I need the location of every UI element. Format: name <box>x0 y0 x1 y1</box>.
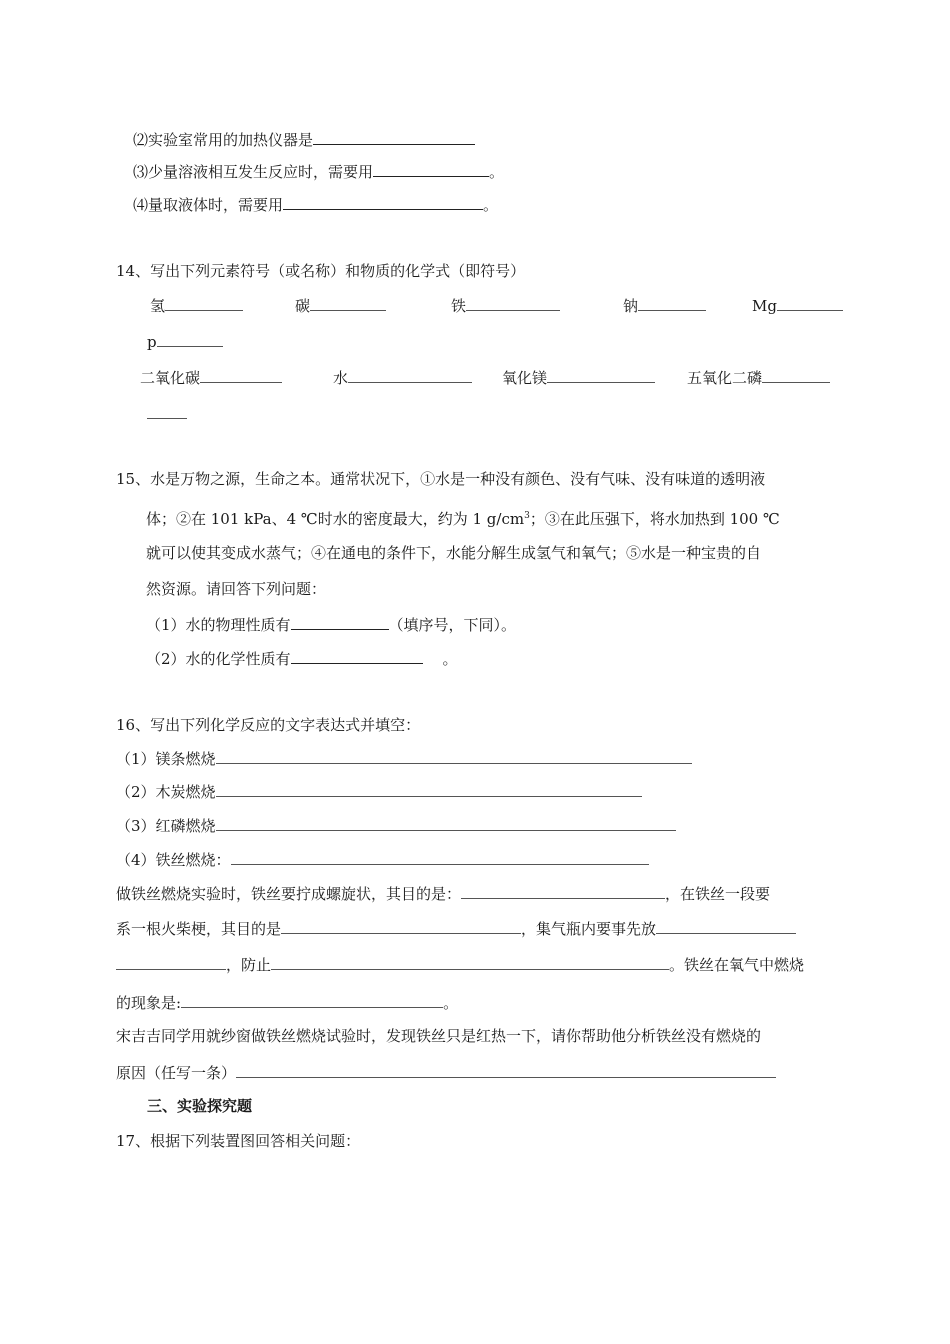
q15-line4: 然资源。请回答下列问题： <box>146 580 327 598</box>
q13-item4-blank[interactable] <box>283 193 483 210</box>
q16-p3: ，防止 。铁丝在氧气中燃烧 <box>116 953 804 975</box>
q13-item3: ⑶少量溶液相互发生反应时，需要用 。 <box>133 160 504 182</box>
q14-mg-blank[interactable] <box>777 294 843 311</box>
q16-p1: 做铁丝燃烧实验时，铁丝要拧成螺旋状，其目的是： ，在铁丝一段要 <box>116 882 770 904</box>
q14-fe-blank[interactable] <box>466 294 560 311</box>
q16-p4-blank[interactable] <box>181 991 443 1008</box>
q17-prompt: 17、根据下列装置图回答相关问题： <box>116 1132 361 1150</box>
q16-p6-blank[interactable] <box>236 1061 776 1078</box>
q16-p3-blank2[interactable] <box>271 953 669 970</box>
q16-item1-blank[interactable] <box>216 747 692 764</box>
q16-p2-blank1[interactable] <box>281 917 521 934</box>
q14-c: 碳 <box>295 294 386 316</box>
q16-p1-blank[interactable] <box>461 882 665 899</box>
q15-sub1: （1）水的物理性质有 （填序号，下同）。 <box>146 613 516 635</box>
q14-h-blank[interactable] <box>165 294 243 311</box>
q15-sub1-blank[interactable] <box>291 613 389 630</box>
q16-item2-blank[interactable] <box>216 780 642 797</box>
q14-fe: 铁 <box>451 294 560 316</box>
q16-item4: （4）铁丝燃烧： <box>116 848 649 870</box>
q14-p2o5-blank[interactable] <box>762 366 830 383</box>
q16-p3-blank1[interactable] <box>116 953 226 970</box>
section3-title: 三、实验探究题 <box>147 1097 253 1115</box>
q15-line2: 体；②在 101 kPa、4 ℃时水的密度最大，约为 1 $g/cm^3$；③在此压强下，将水加热到 100 ℃ <box>146 510 780 528</box>
q14-mgo-blank[interactable] <box>547 366 655 383</box>
q14-h: 氢 <box>150 294 243 316</box>
q13-item3-blank[interactable] <box>373 160 489 177</box>
q14-p2o5-blank-cont[interactable] <box>147 402 187 419</box>
q14-p2o5: 五氧化二磷 <box>687 366 830 388</box>
q14-co2-blank[interactable] <box>200 366 282 383</box>
q14-h2o: 水 <box>333 366 472 388</box>
q14-prompt: 14、写出下列元素符号（或名称）和物质的化学式（即符号） <box>116 262 526 280</box>
q14-na: 钠 <box>623 294 706 316</box>
q16-p5: 宋吉吉同学用就纱窗做铁丝燃烧试验时，发现铁丝只是红热一下，请你帮助他分析铁丝没有燃烧的 <box>116 1027 762 1045</box>
q13-item2: ⑵实验室常用的加热仪器是 <box>133 128 475 150</box>
q14-p: p <box>147 330 223 352</box>
q15-sub2-blank[interactable] <box>291 647 423 664</box>
q15-sub2: （2）水的化学性质有 。 <box>146 647 458 669</box>
q16-prompt: 16、写出下列化学反应的文字表达式并填空： <box>116 716 421 734</box>
q14-c-blank[interactable] <box>310 294 386 311</box>
q13-item4: ⑷量取液体时，需要用 。 <box>133 193 498 215</box>
q16-p2-blank2[interactable] <box>656 917 796 934</box>
q14-p-blank[interactable] <box>157 330 223 347</box>
q14-na-blank[interactable] <box>638 294 706 311</box>
q14-mg: Mg <box>752 294 843 316</box>
q13-item2-blank[interactable] <box>313 128 475 145</box>
q15-line3: 就可以使其变成水蒸气；④在通电的条件下，水能分解生成氢气和氧气；⑤水是一种宝贵的自 <box>146 544 762 562</box>
q16-item3-blank[interactable] <box>216 814 676 831</box>
q16-item2: （2）木炭燃烧 <box>116 780 642 802</box>
q16-item3: （3）红磷燃烧 <box>116 814 676 836</box>
q16-p6: 原因（任写一条） <box>116 1061 776 1083</box>
q14-co2: 二氧化碳 <box>140 366 282 388</box>
q16-p4: 的现象是: 。 <box>116 991 458 1013</box>
q15-line1: 15、水是万物之源，生命之本。通常状况下，①水是一种没有颜色、没有气味、没有味道的透明液 <box>116 470 766 488</box>
q16-item1: （1）镁条燃烧 <box>116 747 692 769</box>
q16-item4-blank[interactable] <box>231 848 649 865</box>
q16-p2: 系一根火柴梗，其目的是 ，集气瓶内要事先放 <box>116 917 796 939</box>
q14-h2o-blank[interactable] <box>348 366 472 383</box>
q14-p2o5-cont <box>147 402 187 424</box>
q14-mgo: 氧化镁 <box>502 366 655 388</box>
